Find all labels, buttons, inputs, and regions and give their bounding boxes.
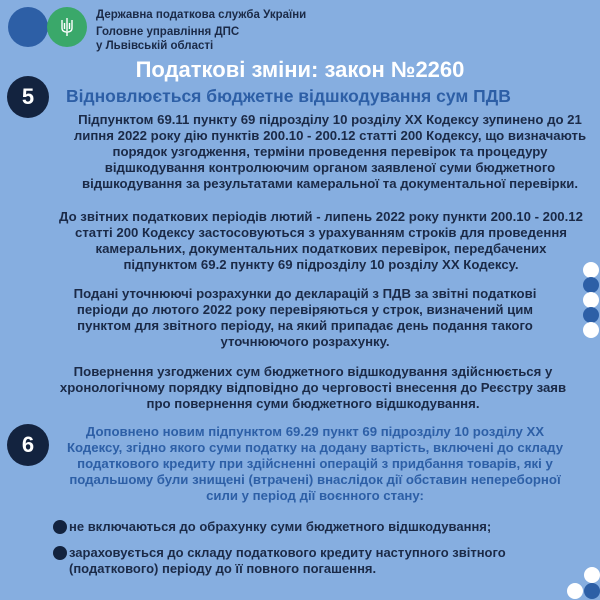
section-5-paragraph-4: Повернення узгоджених сум бюджетного відшкодування здійснюється у хронологічному порядку відповідно до черговості внесення до Реєстру заяв про повернення суми бюджетного відшкодування. (59, 364, 567, 411)
decorative-dot (583, 307, 599, 323)
org-line-1: Державна податкова служба України (96, 9, 307, 21)
organization-name (96, 8, 306, 53)
section-6-number-badge: 6 (7, 424, 49, 466)
org-line-2: Головне управління ДПС (96, 26, 240, 38)
section-6-bullet-2 (45, 545, 525, 577)
decorative-dot (583, 262, 599, 278)
section-5-paragraph-2: До звітних податкових періодів лютий - липень 2022 року пункти 200.10 - 200.12 статті 200 Кодексу застосовуються з урахуванням строків для проведення камеральних, документальних податкових перевірок, передбачених підпунктом 69.2 пункту 69 підрозділу 10 розділу XX Кодексу. (59, 209, 583, 272)
section-6-intro: Доповнено новим підпунктом 69.29 пункт 69 підрозділу 10 розділу XX Кодексу, згідно якого суми податку на додану вартість, включені до складу податкового кредиту при здійсненні операцій з придбання товарів, які у подальшому були знищені (втрачені) внаслідок дії обставин непереборної сили у період дії воєнного стану: (66, 424, 564, 503)
logo-blue-circle (8, 7, 48, 47)
section-5-number-badge: 5 (7, 76, 49, 118)
decorative-dot (583, 292, 599, 308)
decorative-dot (584, 567, 600, 583)
bullet-dot-icon (53, 520, 67, 534)
decorative-dot (567, 583, 583, 599)
bullet-text: не включаються до обрахунку суми бюджетного відшкодування; (69, 519, 492, 534)
section-5-heading: Відновлюється бюджетне відшкодування сум ПДВ (66, 86, 511, 106)
decorative-dot (584, 583, 600, 599)
section-5-paragraph-1: Підпунктом 69.11 пункту 69 підрозділу 10 розділу XX Кодексу зупинено до 21 липня 2022 року дію пунктів 200.10 - 200.12 статті 200 Кодексу, що визначають порядок узгодження, терміни проведення перевірок та процедуру відшкодування контролюючим органом заявленої суми бюджетного відшкодування за результатами камеральної та документальної перевірки. (73, 112, 587, 191)
decorative-dot (583, 322, 599, 338)
section-6-bullet-1 (45, 519, 545, 535)
org-line-3: у Львівській області (96, 40, 214, 52)
trident-icon (60, 17, 74, 37)
bullet-dot-icon (53, 546, 67, 560)
page-title: Податкові зміни: закон №2260 (135, 57, 465, 82)
bullet-text: зараховується до складу податкового кредиту наступного звітного (податкового) періоду до її повного погашення. (69, 545, 506, 576)
logo-green-circle (47, 7, 87, 47)
section-5-paragraph-3: Подані уточнюючі розрахунки до декларацій з ПДВ за звітні податкові періоди до лютого 2022 року перевіряються у строк, визначений цим пунктом для звітного періоду, на який припадає день подання такого уточнюючого розрахунку. (73, 286, 537, 349)
decorative-dot (583, 277, 599, 293)
